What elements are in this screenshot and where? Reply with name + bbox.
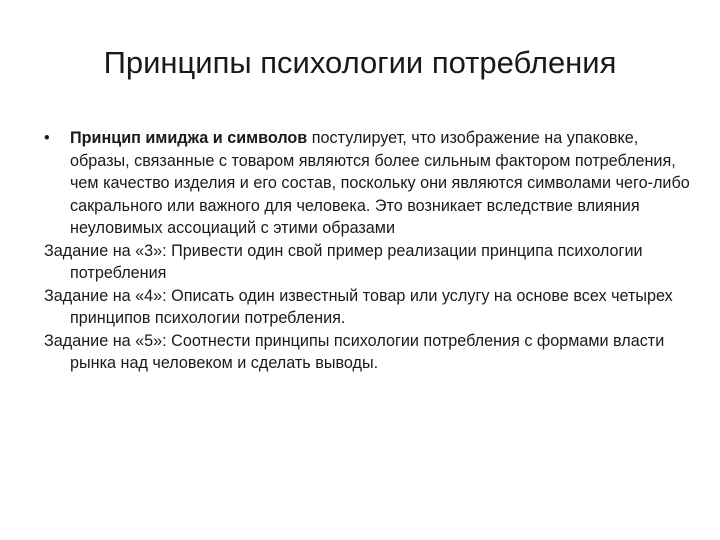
bullet-marker: • xyxy=(44,129,50,147)
principle-name: Принцип имиджа и символов xyxy=(70,129,308,147)
task-grade-3: Задание на «3»: Привести один свой пример реализации принципа психологии потребления xyxy=(44,241,643,282)
task-grade-4: Задание на «4»: Описать один известный товар или услугу на основе всех четырех принципов психологии потребления. xyxy=(44,286,673,327)
slide-body xyxy=(44,127,694,375)
principle-description: постулирует, что изображение на упаковке, образы, связанные с товаром являются более сильным фактором потребления, чем качество изделия и его состав, поскольку они являются символами чего-либо сакрального или важного для человека. Это возникает вследствие влияния неуловимых ассоциаций с этими образами xyxy=(70,129,690,237)
slide-title: Принципы психологии потребления xyxy=(103,45,617,80)
task-grade-5: Задание на «5»: Соотнести принципы психологии потребления с формами власти рынка над человеком и сделать выводы. xyxy=(44,331,665,372)
bullet-paragraph xyxy=(44,127,694,240)
